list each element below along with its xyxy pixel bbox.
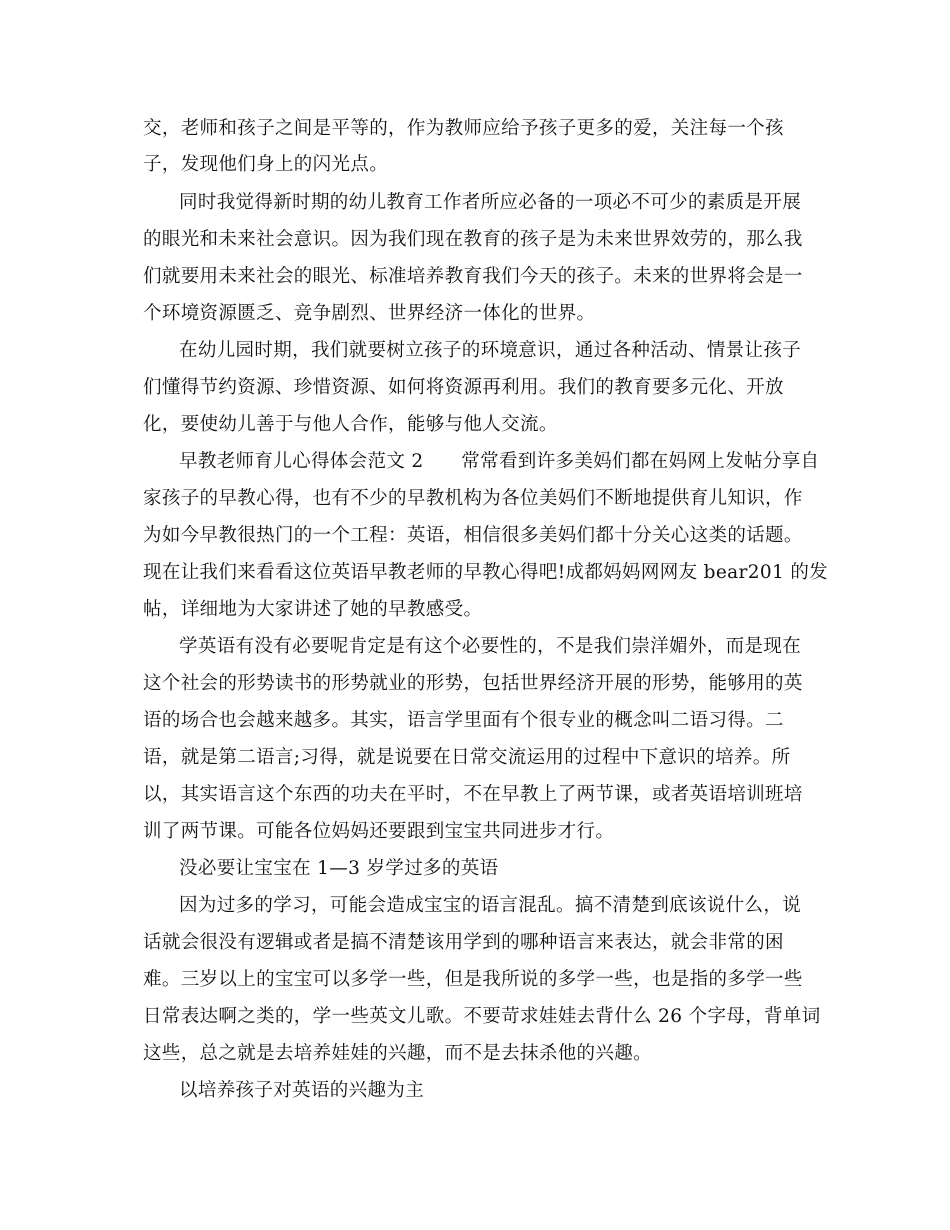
text-line: 难。三岁以上的宝宝可以多学一些，但是我所说的多学一些，也是指的多学一些 bbox=[143, 969, 803, 990]
text-line: 语的场合也会越来越多。其实，语言学里面有个很专业的概念叫二语习得。二 bbox=[143, 710, 784, 731]
text-line: 这个社会的形势读书的形势就业的形势，包括世界经济开展的形势，能够用的英 bbox=[143, 673, 803, 694]
text-line: 个环境资源匮乏、竞争剧烈、世界经济一体化的世界。 bbox=[143, 303, 596, 324]
text-line: 们就要用未来社会的眼光、标准培养教育我们今天的孩子。未来的世界将会是一 bbox=[143, 266, 803, 287]
text-line: 话就会很没有逻辑或者是搞不清楚该用学到的哪种语言来表达，就会非常的困 bbox=[143, 932, 784, 953]
text-line: 子，发现他们身上的闪光点。 bbox=[143, 154, 389, 175]
text-line: 日常表达啊之类的，学一些英文儿歌。不要苛求娃娃去背什么 26 个字母，背单词 bbox=[143, 1006, 821, 1027]
section-heading: 没必要让宝宝在 1—3 岁学过多的英语 bbox=[179, 858, 499, 879]
paragraph-start-line: 同时我觉得新时期的幼儿教育工作者所应必备的一项必不可少的素质是开展 bbox=[179, 192, 802, 213]
text-line: 们懂得节约资源、珍惜资源、如何将资源再利用。我们的教育要多元化、开放 bbox=[143, 377, 784, 398]
text-line: 这些，总之就是去培养娃娃的兴趣，而不是去抹杀他的兴趣。 bbox=[143, 1043, 652, 1064]
paragraph-start-line: 学英语有没有必要呢肯定是有这个必要性的，不是我们崇洋媚外，而是现在 bbox=[179, 636, 802, 657]
text-line: 的眼光和未来社会意识。因为我们现在教育的孩子是为未来世界效劳的，那么我 bbox=[143, 229, 803, 250]
text-line: 现在让我们来看看这位英语早教老师的早教心得吧!成都妈妈网网友 bear201 的发 bbox=[143, 562, 829, 583]
text-line: 以，其实语言这个东西的功夫在平时，不在早教上了两节课，或者英语培训班培 bbox=[143, 784, 803, 805]
text-line: 交，老师和孩子之间是平等的，作为教师应给予孩子更多的爱，关注每一个孩 bbox=[143, 118, 784, 139]
text-line: 训了两节课。可能各位妈妈还要跟到宝宝共同进步才行。 bbox=[143, 821, 615, 842]
text-line: 化，要使幼儿善于与他人合作，能够与他人交流。 bbox=[143, 414, 558, 435]
text-line: 为如今早教很热门的一个工程：英语，相信很多美妈们都十分关心这类的话题。 bbox=[143, 525, 803, 546]
paragraph-start-line: 早教老师育儿心得体会范文 2 常常看到许多美妈们都在妈网上发帖分享自 bbox=[179, 451, 820, 472]
text-line: 语，就是第二语言;习得，就是说要在日常交流运用的过程中下意识的培养。所 bbox=[143, 747, 791, 768]
text-line: 家孩子的早教心得，也有不少的早教机构为各位美妈们不断地提供育儿知识，作 bbox=[143, 488, 803, 509]
paragraph-start-line: 在幼儿园时期，我们就要树立孩子的环境意识，通过各种活动、情景让孩子 bbox=[179, 340, 802, 361]
text-line: 帖，详细地为大家讲述了她的早教感受。 bbox=[143, 599, 483, 620]
section-heading: 以培养孩子对英语的兴趣为主 bbox=[179, 1080, 425, 1101]
paragraph-start-line: 因为过多的学习，可能会造成宝宝的语言混乱。搞不清楚到底该说什么，说 bbox=[179, 895, 802, 916]
